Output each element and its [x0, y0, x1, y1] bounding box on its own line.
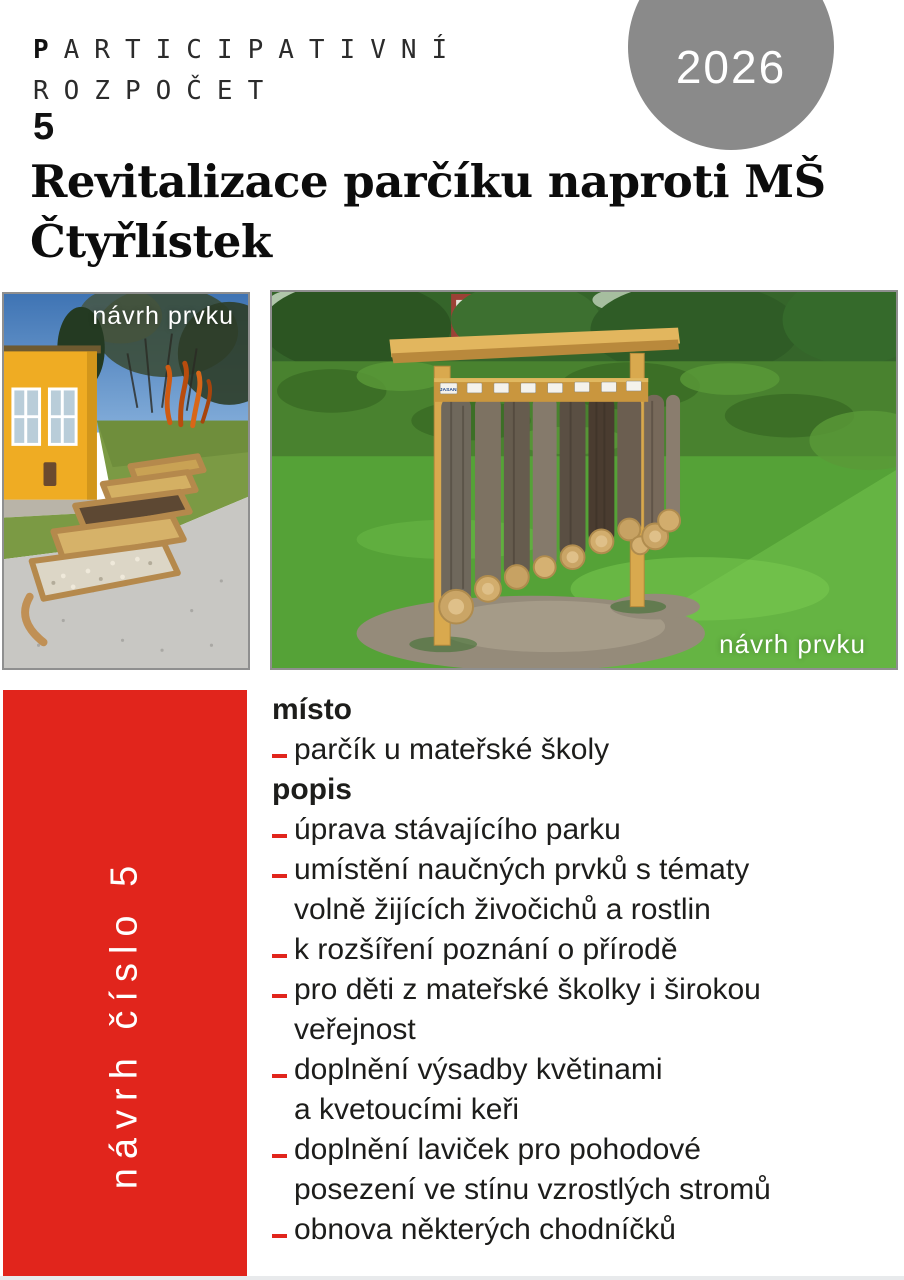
description-heading: popis — [272, 773, 352, 806]
year-badge — [628, 0, 834, 150]
description-item: doplnění výsadby květinami — [272, 1050, 897, 1090]
bullet-marker — [272, 1074, 287, 1078]
bullet-marker — [272, 754, 287, 758]
log-panel-illustration — [272, 292, 896, 668]
log-species-label: JASAN — [439, 387, 457, 393]
description-item-continuation: a kvetoucími keři — [294, 1093, 520, 1126]
page-title — [30, 152, 900, 272]
description-item-continuation: posezení ve stínu vzrostlých stromů — [294, 1173, 771, 1206]
proposal-number-banner — [3, 690, 247, 1276]
bullet-marker — [272, 994, 287, 998]
program-first-letter: P — [33, 35, 64, 65]
program-name — [33, 30, 462, 112]
photo-sensory-path — [2, 292, 250, 670]
description-item: obnova některých chodníčků — [272, 1210, 897, 1250]
bullet-marker — [272, 1234, 287, 1238]
title-line2: Čtyřlístek — [30, 215, 272, 268]
description-item: úprava stávajícího parku — [272, 810, 897, 850]
photo-caption-left: návrh prvku — [92, 302, 234, 330]
year-text: 2026 — [675, 41, 787, 93]
banner-vertical-label: návrh číslo 5 — [103, 856, 146, 1190]
proposal-number: 5 — [33, 106, 55, 148]
program-line1: PARTICIPATIVNÍ — [33, 35, 463, 65]
description-item: pro děti z mateřské školky i širokou — [272, 970, 897, 1010]
bullet-marker — [272, 874, 287, 878]
page-bottom-strip — [0, 1276, 904, 1280]
location-heading: místo — [272, 693, 353, 726]
bullet-marker — [272, 834, 287, 838]
description-item: doplnění laviček pro pohodové — [272, 1130, 897, 1170]
photo-log-panel — [270, 290, 898, 670]
description-item: k rozšíření poznání o přírodě — [272, 930, 897, 970]
description-item-continuation: veřejnost — [294, 1013, 416, 1046]
bullet-marker — [272, 954, 287, 958]
bullet-marker — [272, 1154, 287, 1158]
program-line2: ROZPOČET — [33, 76, 279, 106]
proposal-details — [272, 690, 897, 1250]
location-item: parčík u mateřské školy — [272, 730, 897, 770]
photo-caption-right: návrh prvku — [719, 629, 866, 659]
description-item-continuation: volně žijících živočichů a rostlin — [294, 893, 711, 926]
description-item: umístění naučných prvků s tématy — [272, 850, 897, 890]
sensory-path-illustration — [4, 294, 248, 668]
title-line1: Revitalizace parčíku naproti MŠ — [30, 155, 826, 208]
